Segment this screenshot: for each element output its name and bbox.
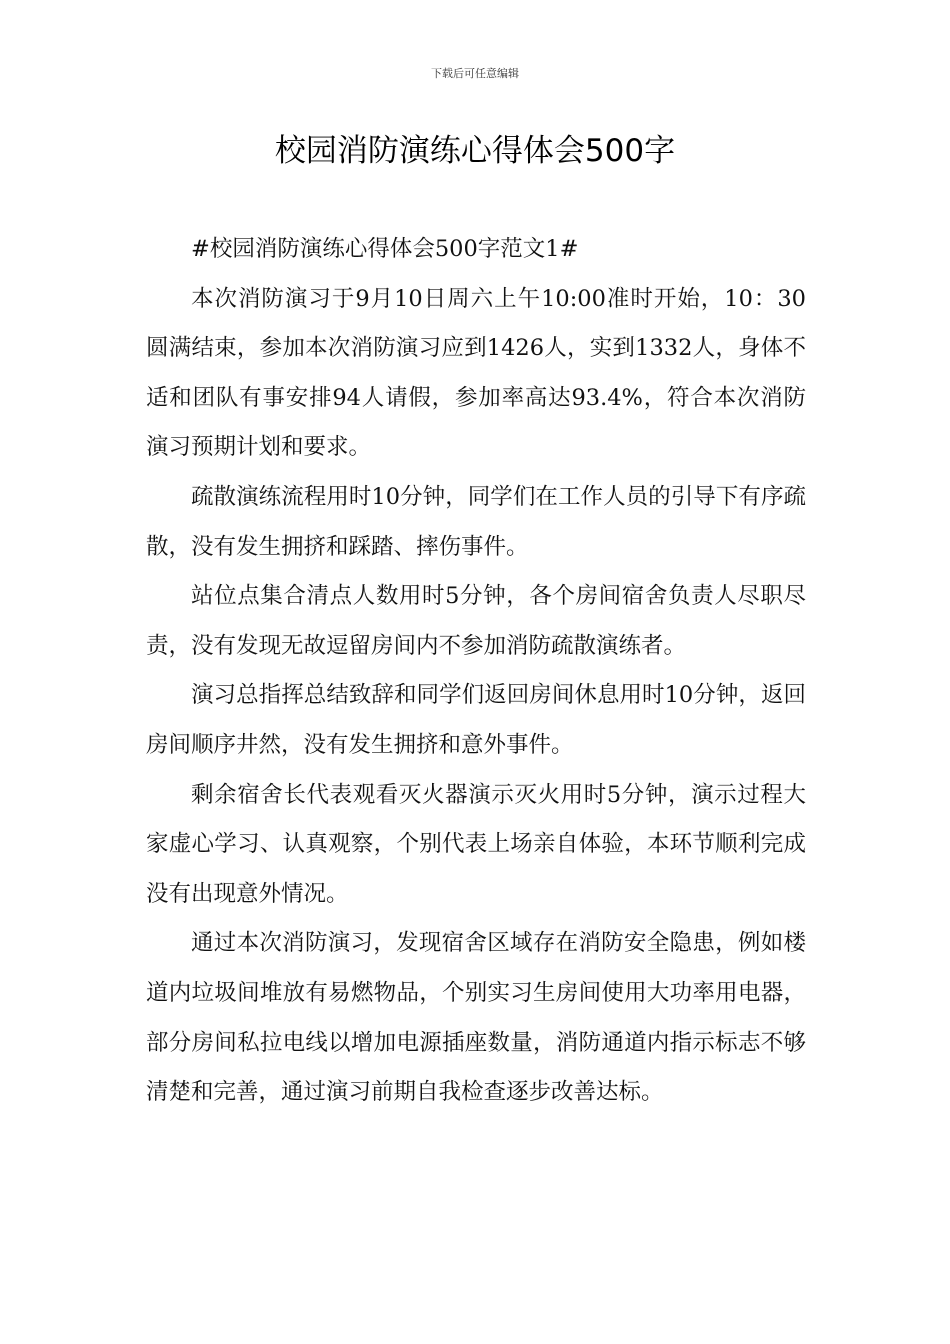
header-note: 下载后可任意编辑 [431,67,519,80]
body-paragraph: 站位点集合清点人数用时5分钟，各个房间宿舍负责人尽职尽责，没有发现无故逗留房间内不参加消防疏散演练者。 [146,583,806,659]
body-paragraph: 剩余宿舍长代表观看灭火器演示灭火用时5分钟，演示过程大家虚心学习、认真观察，个别代表上场亲自体验，本环节顺利完成没有出现意外情况。 [146,781,806,907]
body-paragraph: 通过本次消防演习，发现宿舍区域存在消防安全隐患，例如楼道内垃圾间堆放有易燃物品，个别实习生房间使用大功率用电器，部分房间私拉电线以增加电源插座数量，消防通道内指示标志不够清楚和完善，通过演习前期自我检查逐步改善达标。 [146,930,806,1106]
body-paragraph: 疏散演练流程用时10分钟，同学们在工作人员的引导下有序疏散，没有发生拥挤和踩踏、摔伤事件。 [146,483,806,560]
document-body [146,225,806,1118]
section-heading: #校园消防演练心得体会500字范文1# [191,236,579,262]
document-title: 校园消防演练心得体会500字 [274,133,676,169]
body-paragraph: 本次消防演习于9月10日周六上午10:00准时开始，10：30圆满结束，参加本次消防演习应到1426人，实到1332人，身体不适和团队有事安排94人请假，参加率高达93.4%，符合本次消防演习预期计划和要求。 [146,285,806,461]
body-paragraph: 演习总指挥总结致辞和同学们返回房间休息用时10分钟，返回房间顺序井然，没有发生拥挤和意外事件。 [146,682,806,758]
